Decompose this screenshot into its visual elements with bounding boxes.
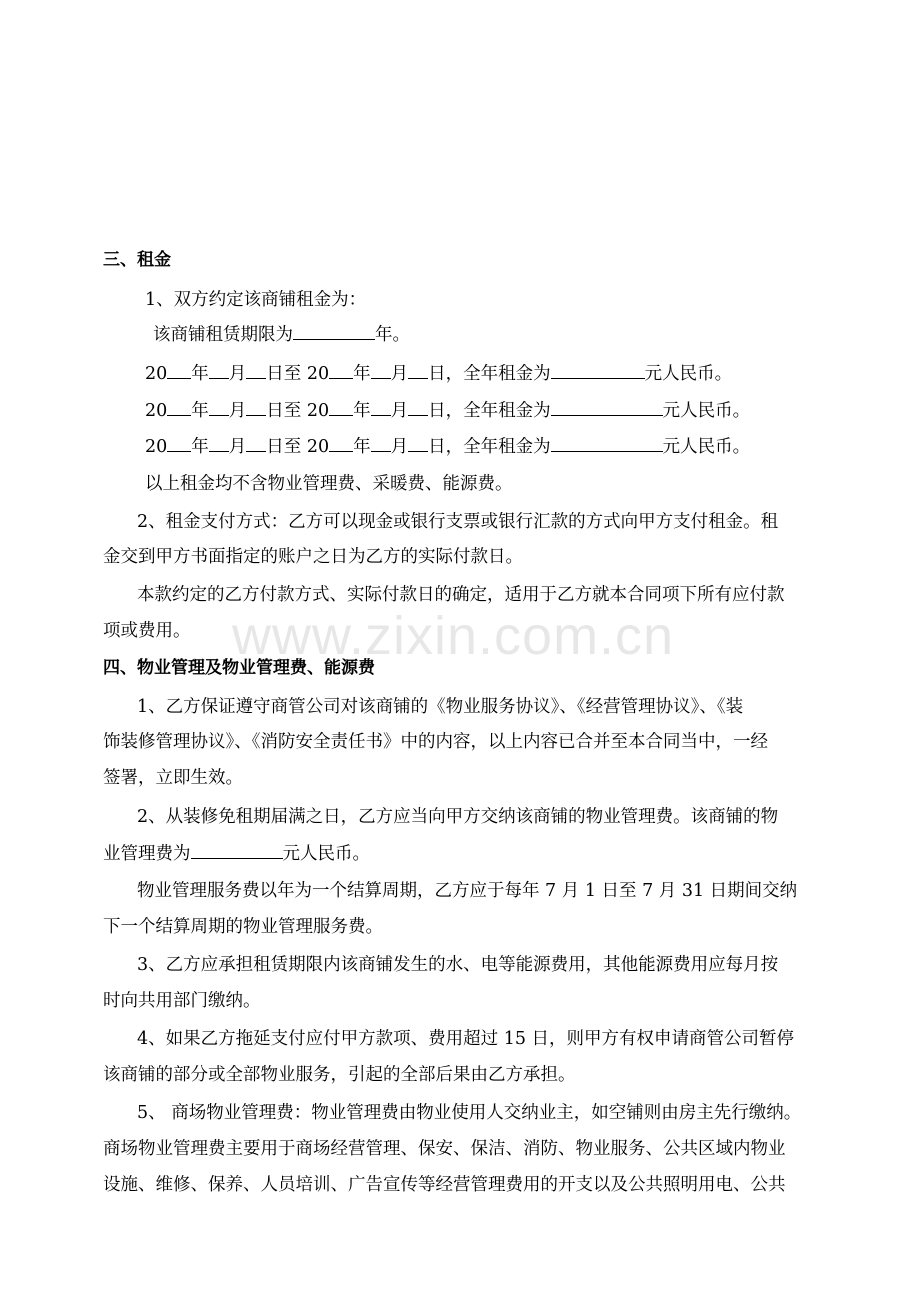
- property-item-3-line: 3、乙方应承担租赁期限内该商铺发生的水、电等能源费用，其他能源费用应每月按: [137, 955, 779, 975]
- section-4-heading: 四、物业管理及物业管理费、能源费: [103, 658, 375, 678]
- blank: [209, 435, 229, 452]
- rent-item-1-intro: 1、双方约定该商铺租金为：: [145, 290, 367, 310]
- blank: [167, 362, 191, 379]
- lease-term-suffix: 年。: [375, 325, 410, 345]
- payment-applicability-line: 本款约定的乙方付款方式、实际付款日的确定，适用于乙方就本合同项下所有应付款: [137, 585, 785, 605]
- blank: [167, 435, 191, 452]
- label: 月: [228, 364, 247, 384]
- blank: [209, 399, 229, 416]
- property-fee-blank: [191, 842, 283, 859]
- property-item-4-line: 该商铺的部分或全部物业服务，引起的全部后果由乙方承担。: [103, 1065, 576, 1085]
- label: 日，全年租金为: [428, 364, 551, 384]
- blank: [246, 435, 266, 452]
- billing-cycle-line: 物业管理服务费以年为一个结算周期，乙方应于每年 7 月 1 日至 7 月 31 日期间交纳: [137, 881, 798, 901]
- lease-term-blank: [293, 323, 375, 340]
- label: 年: [353, 401, 371, 421]
- label: 日至 20: [266, 437, 330, 457]
- label: 日，全年租金为: [428, 437, 551, 457]
- blank: [408, 435, 428, 452]
- label: 月: [390, 364, 409, 384]
- label: 月: [228, 437, 247, 457]
- rent-row: [145, 362, 732, 385]
- rent-exclusion-note: 以上租金均不含物业管理费、采暖费、能源费。: [145, 474, 513, 494]
- label: 元人民币。: [662, 437, 751, 457]
- blank: [371, 435, 391, 452]
- property-item-4-line: 4、如果乙方拖延支付应付甲方款项、费用超过 15 日，则甲方有权申请商管公司暂停: [137, 1029, 795, 1049]
- blank: [408, 362, 428, 379]
- rent-row: [145, 435, 750, 458]
- blank: [371, 399, 391, 416]
- amount-blank: [551, 399, 663, 416]
- label: 年: [191, 401, 209, 421]
- lease-term-prefix: 该商铺租赁期限为: [153, 325, 293, 345]
- property-fee-suffix: 元人民币。: [282, 844, 370, 864]
- property-item-1-line: 签署，立即生效。: [103, 768, 243, 788]
- property-fee-prefix: 业管理费为: [103, 844, 191, 864]
- property-item-1-line: 饰装修管理协议》、《消防安全责任书》中的内容，以上内容已合并至本合同当中，一经: [103, 732, 768, 752]
- blank: [329, 435, 353, 452]
- blank: [167, 399, 191, 416]
- section-3-heading: 三、租金: [103, 250, 171, 270]
- blank: [371, 362, 391, 379]
- rent-item-2-line: 金交到甲方书面指定的账户之日为乙方的实际付款日。: [103, 547, 523, 567]
- label: 日至 20: [266, 401, 330, 421]
- year-prefix: 20: [145, 401, 168, 421]
- rent-item-2-line: 2、租金支付方式：乙方可以现金或银行支票或银行汇款的方式向甲方支付租金。租: [137, 512, 779, 532]
- payment-applicability-line: 项或费用。: [103, 621, 191, 641]
- year-prefix: 20: [145, 437, 168, 457]
- year-prefix: 20: [145, 364, 168, 384]
- property-item-3-line: 时向共用部门缴纳。: [103, 991, 261, 1011]
- billing-cycle-line: 下一个结算周期的物业管理服务费。: [103, 917, 383, 937]
- property-item-2-line: 2、从装修免租期届满之日，乙方应当向甲方交纳该商铺的物业管理费。该商铺的物: [137, 807, 779, 827]
- label: 年: [191, 437, 209, 457]
- property-item-1-line: 1、乙方保证遵守商管公司对该商铺的《物业服务协议》、《经营管理协议》、《装: [137, 697, 744, 717]
- blank: [209, 362, 229, 379]
- label: 月: [228, 401, 247, 421]
- property-item-5-line: 5、 商场物业管理费：物业管理费由物业使用人交纳业主，如空铺则由房主先行缴纳。: [137, 1103, 802, 1123]
- blank: [329, 362, 353, 379]
- label: 年: [353, 437, 371, 457]
- label: 元人民币。: [644, 364, 733, 384]
- property-item-5-line: 商场物业管理费主要用于商场经营管理、保安、保洁、消防、物业服务、公共区域内物业: [103, 1139, 786, 1159]
- blank: [246, 399, 266, 416]
- watermark: www.zixin.com.cn: [232, 606, 675, 666]
- property-item-5-line: 设施、维修、保养、人员培训、广告宣传等经营管理费用的开支以及公共照明用电、公共: [103, 1175, 786, 1195]
- blank: [246, 362, 266, 379]
- label: 月: [390, 437, 409, 457]
- lease-term-line: [153, 323, 410, 346]
- label: 年: [353, 364, 371, 384]
- label: 元人民币。: [662, 401, 751, 421]
- amount-blank: [551, 362, 645, 379]
- amount-blank: [551, 435, 663, 452]
- label: 月: [390, 401, 409, 421]
- label: 年: [191, 364, 209, 384]
- blank: [408, 399, 428, 416]
- rent-row: [145, 399, 750, 422]
- blank: [329, 399, 353, 416]
- label: 日至 20: [266, 364, 330, 384]
- label: 日，全年租金为: [428, 401, 551, 421]
- property-fee-line: [103, 842, 370, 865]
